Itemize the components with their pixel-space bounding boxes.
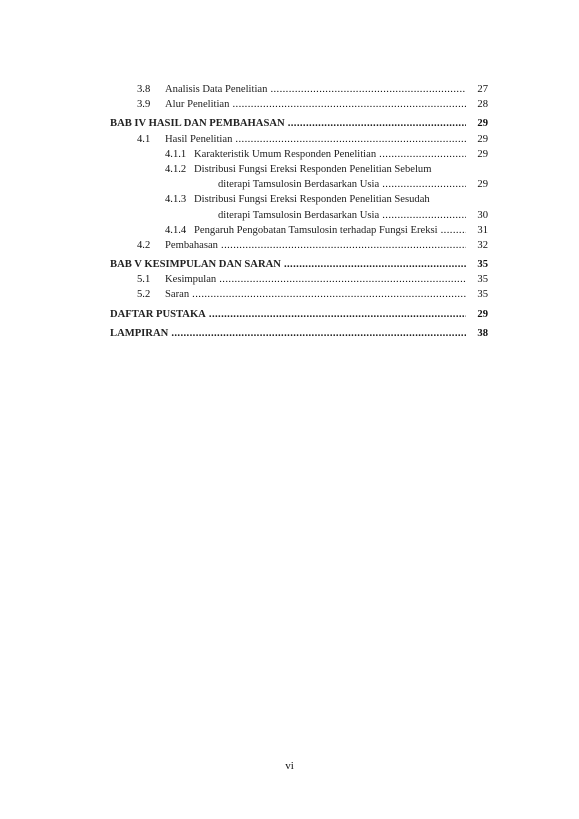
toc-entry-number: 4.1.3 bbox=[165, 194, 187, 206]
toc-entry[interactable] bbox=[110, 192, 488, 207]
toc-entry[interactable] bbox=[110, 287, 488, 302]
toc-entry-number: 4.1.2 bbox=[165, 163, 187, 175]
toc-entry-title: Analisis Data Penelitian bbox=[165, 84, 268, 95]
toc-entry-title: Pengaruh Pengobatan Tamsulosin terhadap Fungsi Ereksi bbox=[194, 224, 438, 236]
toc-entry-number: 4.1.1 bbox=[165, 148, 187, 160]
toc-entry-page: 29 bbox=[477, 133, 488, 145]
toc-entry-title: Distribusi Fungsi Ereksi Responden Penelitian Sesudah bbox=[194, 194, 430, 206]
toc-entry-page: 35 bbox=[477, 289, 488, 301]
toc-entry-number: 4.2 bbox=[137, 239, 151, 251]
page-number: vi bbox=[285, 760, 294, 772]
toc-entry-title: Distribusi Fungsi Ereksi Responden Penelitian Sebelum bbox=[194, 163, 432, 175]
toc-entry-title: LAMPIRAN bbox=[110, 327, 169, 339]
toc-entry-number: 3.9 bbox=[137, 99, 151, 111]
toc-entry[interactable] bbox=[110, 177, 488, 192]
toc-entry-page: 28 bbox=[477, 99, 488, 111]
toc-entry-title: Karakteristik Umum Responden Penelitian bbox=[194, 148, 377, 160]
toc-entry-title: Saran bbox=[165, 289, 190, 301]
toc-entry-title: diterapi Tamsulosin Berdasarkan Usia bbox=[218, 179, 380, 191]
toc-entry-page: 30 bbox=[477, 209, 488, 221]
toc-entry-title: Alur Penelitian bbox=[165, 99, 230, 111]
toc-entry-page: 29 bbox=[477, 308, 488, 320]
toc-entry-page: 29 bbox=[477, 118, 488, 130]
toc-entry[interactable] bbox=[110, 223, 488, 238]
toc-entry[interactable] bbox=[110, 272, 488, 287]
toc-entry-title: BAB IV HASIL DAN PEMBAHASAN bbox=[110, 118, 285, 130]
toc-entry[interactable] bbox=[110, 208, 488, 223]
toc-entry[interactable] bbox=[110, 82, 488, 97]
toc-entry[interactable] bbox=[110, 162, 488, 177]
toc-entry[interactable] bbox=[110, 238, 488, 253]
toc-entry-title: Pembahasan bbox=[165, 239, 218, 251]
toc-entry-number: 3.8 bbox=[137, 84, 151, 95]
toc-entry-title: Kesimpulan bbox=[165, 274, 217, 286]
toc-entry[interactable] bbox=[110, 257, 488, 272]
toc-entry-title: diterapi Tamsulosin Berdasarkan Usia bbox=[218, 209, 380, 221]
toc-entry-page: 35 bbox=[477, 274, 488, 286]
toc-entry[interactable] bbox=[110, 97, 488, 112]
toc-entry[interactable] bbox=[110, 116, 488, 131]
toc-entry[interactable] bbox=[110, 132, 488, 147]
toc-entry-page: 29 bbox=[477, 179, 488, 191]
toc-entry-page: 27 bbox=[477, 84, 488, 95]
toc-entry-number: 4.1.4 bbox=[165, 224, 187, 236]
toc-entry-page: 38 bbox=[477, 327, 488, 339]
toc-entry-page: 32 bbox=[477, 239, 488, 251]
toc-entry-title: BAB V KESIMPULAN DAN SARAN bbox=[110, 259, 281, 271]
toc-entry-number: 4.1 bbox=[137, 133, 151, 145]
toc-entry[interactable] bbox=[110, 326, 488, 341]
toc-entry-page: 31 bbox=[477, 224, 488, 236]
toc-entry-page: 29 bbox=[477, 148, 488, 160]
toc-entry-number: 5.1 bbox=[137, 274, 151, 286]
toc-entry-title: Hasil Penelitian bbox=[165, 133, 233, 145]
toc-entry[interactable] bbox=[110, 307, 488, 322]
toc-entry-page: 35 bbox=[477, 259, 488, 271]
table-of-contents bbox=[110, 82, 488, 341]
toc-entry-number: 5.2 bbox=[137, 289, 151, 301]
toc-entry[interactable] bbox=[110, 147, 488, 162]
toc-entry-title: DAFTAR PUSTAKA bbox=[110, 308, 206, 320]
